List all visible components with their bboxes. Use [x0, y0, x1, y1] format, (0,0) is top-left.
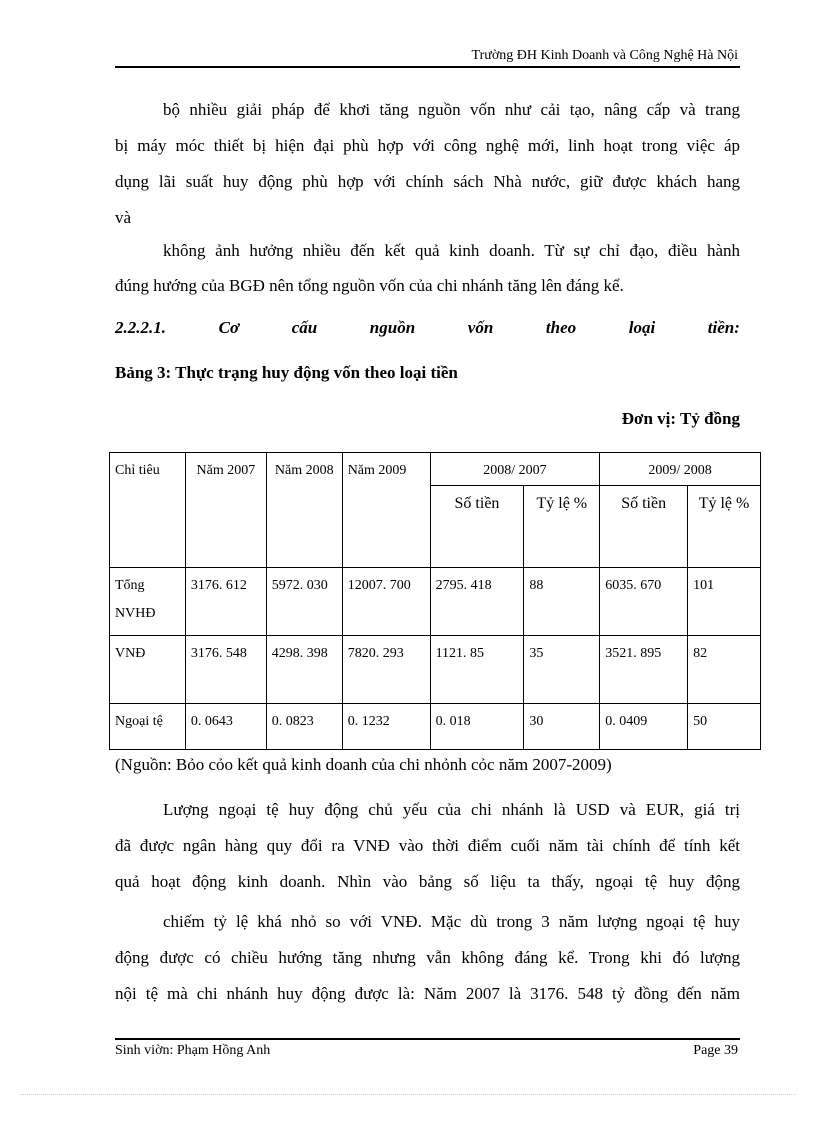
heading-word: nguồn [369, 318, 416, 337]
text-line: không ảnh hưởng nhiều đến kết quả kinh doanh. Từ sự chỉ đạo, điều hành [163, 241, 740, 260]
header-so-tien: Số tiền [600, 486, 688, 568]
paragraph-2-line1 [115, 233, 740, 269]
table-cell: 7820. 293 [342, 636, 430, 704]
table-cell: 0. 0823 [266, 704, 342, 750]
table-cell: 12007. 700 [342, 568, 430, 636]
text-line: quả hoạt động kinh doanh. Nhìn vào bảng số liệu ta thấy, ngoại tệ huy động [115, 872, 740, 891]
header-2008: Năm 2008 [266, 453, 342, 568]
table-cell: 6035. 670 [600, 568, 688, 636]
text-line: nội tệ mà chi nhánh huy động được là: Năm 2007 là 3176. 548 tỷ đồng đến năm [115, 984, 740, 1003]
footer-page-number: Page 39 [693, 1043, 738, 1058]
section-heading [115, 318, 740, 338]
paragraph-1-tail [115, 200, 740, 236]
text-line: bị máy móc thiết bị hiện đại phù hợp với công nghệ mới, linh hoạt trong việc áp [115, 136, 740, 155]
table-cell: 0. 0409 [600, 704, 688, 750]
paragraph-2-line2 [115, 268, 740, 304]
text-line: bộ nhiều giải pháp để khơi tăng nguồn vốn như cải tạo, nâng cấp và trang [163, 100, 740, 119]
text-line: đã được ngân hàng quy đổi ra VNĐ vào thời điểm cuối năm tài chính để tính kết [115, 836, 740, 855]
table-cell: Tổng NVHĐ [110, 568, 186, 636]
table-cell: 0. 018 [430, 704, 524, 750]
header-2009: Năm 2009 [342, 453, 430, 568]
table-cell: 88 [524, 568, 600, 636]
header-2008-2007: 2008/ 2007 [430, 453, 600, 486]
table-row [110, 704, 761, 750]
table-cell: VNĐ [110, 636, 186, 704]
text-line: động được có chiều hướng tăng nhưng vẫn không đáng kể. Trong khi đó lượng [115, 948, 740, 967]
footer-student: Sinh viờn: Phạm Hồng Anh [115, 1043, 271, 1058]
table-cell: 0. 0643 [185, 704, 266, 750]
text-line: dụng lãi suất huy động phù hợp với chính sách Nhà nước, giữ được khách hang [115, 172, 740, 191]
heading-word: cấu [291, 318, 318, 337]
header-2009-2008: 2009/ 2008 [600, 453, 761, 486]
table-cell: Ngoại tệ [110, 704, 186, 750]
table-header-row [110, 453, 761, 486]
heading-word: 2.2.2.1. [115, 318, 166, 337]
table-cell: 3176. 548 [185, 636, 266, 704]
heading-word: Cơ [218, 318, 240, 337]
table-source: (Nguồn: Bỏo cỏo kết quả kinh doanh của chi nhỏnh cỏc năm 2007-2009) [115, 755, 612, 774]
table-unit: Đơn vị: Tỷ đồng [621, 409, 740, 428]
capital-table [109, 452, 761, 750]
table-cell: 50 [688, 704, 761, 750]
text-line: đúng hướng của BGĐ nên tổng nguồn vốn của chi nhánh tăng lên đáng kể. [115, 276, 624, 295]
table-cell: 5972. 030 [266, 568, 342, 636]
table-cell: 101 [688, 568, 761, 636]
table-cell: 3176. 612 [185, 568, 266, 636]
header-2007: Năm 2007 [185, 453, 266, 568]
header-ty-le: Tỷ lệ % [524, 486, 600, 568]
heading-word: tiền: [707, 318, 740, 337]
paragraph-3 [115, 792, 740, 900]
table-cell: 82 [688, 636, 761, 704]
page-header-school: Trường ĐH Kinh Doanh và Công Nghệ Hà Nội [471, 48, 738, 63]
table-row [110, 568, 761, 636]
header-so-tien: Số tiền [430, 486, 524, 568]
header-divider [115, 66, 740, 68]
page-bottom-dotted-border [20, 1094, 796, 1095]
heading-word: vốn [467, 318, 494, 337]
table-cell: 0. 1232 [342, 704, 430, 750]
text-line: và [115, 208, 132, 227]
table-cell: 2795. 418 [430, 568, 524, 636]
table-row [110, 636, 761, 704]
text-line: Lượng ngoại tệ huy động chủ yếu của chi nhánh là USD và EUR, giá trị [163, 800, 740, 819]
text-line: chiếm tỷ lệ khá nhỏ so với VNĐ. Mặc dù trong 3 năm lượng ngoại tệ huy [163, 912, 740, 931]
table-cell: 1121. 85 [430, 636, 524, 704]
table-title: Bảng 3: Thực trạng huy động vốn theo loại tiền [115, 363, 458, 382]
paragraph-4 [115, 904, 740, 1012]
heading-word: loại [628, 318, 656, 337]
table-cell: 35 [524, 636, 600, 704]
header-chi-tieu: Chỉ tiêu [110, 453, 186, 568]
table-cell: 3521. 895 [600, 636, 688, 704]
heading-word: theo [545, 318, 577, 337]
footer-divider [115, 1038, 740, 1040]
table-cell: 30 [524, 704, 600, 750]
table-cell: 4298. 398 [266, 636, 342, 704]
paragraph-1 [115, 92, 740, 200]
header-ty-le: Tỷ lệ % [688, 486, 761, 568]
